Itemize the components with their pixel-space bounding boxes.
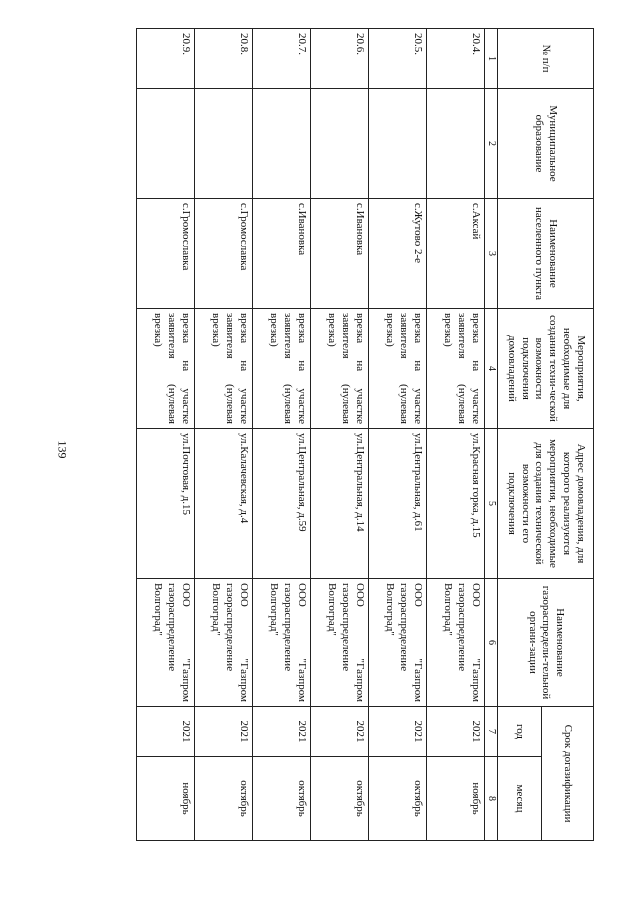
col-number: 3 — [485, 199, 498, 309]
row-month: октябрь — [195, 757, 253, 841]
header-organization: Наименование газораспредели-тельной органи-зации — [498, 579, 594, 707]
row-month: ноябрь — [427, 757, 485, 841]
row-organization: ООО "Газпром газораспределение Волгоград" — [369, 579, 427, 707]
row-year: 2021 — [137, 707, 195, 757]
row-settlement: с.Громославка — [195, 199, 253, 309]
col-number: 2 — [485, 89, 498, 199]
row-organization: ООО "Газпром газораспределение Волгоград" — [195, 579, 253, 707]
row-number: 20.6. — [311, 29, 369, 89]
row-municipality — [253, 89, 311, 199]
row-measures: врезка на участке заявителя (нулевая врезка) — [195, 309, 253, 429]
row-year: 2021 — [311, 707, 369, 757]
row-year: 2021 — [195, 707, 253, 757]
row-month: октябрь — [253, 757, 311, 841]
row-municipality — [427, 89, 485, 199]
row-organization: ООО "Газпром газораспределение Волгоград" — [311, 579, 369, 707]
row-organization: ООО "Газпром газораспределение Волгоград" — [427, 579, 485, 707]
col-number: 1 — [485, 29, 498, 89]
row-address: ул.Красная горка, д.15 — [427, 429, 485, 579]
row-measures: врезка на участке заявителя (нулевая врезка) — [369, 309, 427, 429]
row-number: 20.8. — [195, 29, 253, 89]
row-year: 2021 — [369, 707, 427, 757]
row-municipality — [311, 89, 369, 199]
row-address: ул.Центральная, д.61 — [369, 429, 427, 579]
header-deadline: Срок догазификации — [542, 707, 594, 841]
col-number: 8 — [485, 757, 498, 841]
row-settlement: с.Жутово 2-е — [369, 199, 427, 309]
col-number: 5 — [485, 429, 498, 579]
row-measures: врезка на участке заявителя (нулевая врезка) — [137, 309, 195, 429]
row-measures: врезка на участке заявителя (нулевая врезка) — [427, 309, 485, 429]
table-header — [485, 29, 594, 841]
row-number: 20.5. — [369, 29, 427, 89]
row-measures: врезка на участке заявителя (нулевая врезка) — [311, 309, 369, 429]
row-municipality — [369, 89, 427, 199]
header-municipality: Муниципальное образование — [498, 89, 594, 199]
header-num: № п/п — [498, 29, 594, 89]
table-row — [253, 29, 311, 841]
row-organization: ООО "Газпром газораспределение Волгоград" — [253, 579, 311, 707]
row-month: октябрь — [311, 757, 369, 841]
row-month: ноябрь — [137, 757, 195, 841]
table-wrapper — [94, 28, 594, 840]
table-row — [137, 29, 195, 841]
row-settlement: с.Ивановка — [311, 199, 369, 309]
header-month: месяц — [498, 757, 542, 841]
row-settlement: с.Громославка — [137, 199, 195, 309]
row-year: 2021 — [253, 707, 311, 757]
table-body — [137, 29, 485, 841]
page-number: 139 — [55, 440, 70, 459]
row-organization: ООО "Газпром газораспределение Волгоград" — [137, 579, 195, 707]
row-settlement: с.Аксай — [427, 199, 485, 309]
table-row — [311, 29, 369, 841]
header-year: год — [498, 707, 542, 757]
column-number-row — [485, 29, 498, 841]
col-number: 4 — [485, 309, 498, 429]
table-row — [369, 29, 427, 841]
row-address: ул.Почтовая, д.15 — [137, 429, 195, 579]
col-number: 6 — [485, 579, 498, 707]
row-settlement: с.Ивановка — [253, 199, 311, 309]
row-municipality — [195, 89, 253, 199]
row-measures: врезка на участке заявителя (нулевая врезка) — [253, 309, 311, 429]
row-year: 2021 — [427, 707, 485, 757]
row-municipality — [137, 89, 195, 199]
gasification-table — [136, 28, 594, 841]
row-address: ул.Центральная, д.59 — [253, 429, 311, 579]
row-month: октябрь — [369, 757, 427, 841]
col-number: 7 — [485, 707, 498, 757]
row-address: ул.Центральная, д.14 — [311, 429, 369, 579]
row-address: ул.Калачевская, д.4 — [195, 429, 253, 579]
row-number: 20.9. — [137, 29, 195, 89]
header-settlement: Наименование населенного пункта — [498, 199, 594, 309]
header-measures: Мероприятия, необходимые для создания техни-ческой возможности подключения домовладений — [498, 309, 594, 429]
row-number: 20.4. — [427, 29, 485, 89]
table-row — [427, 29, 485, 841]
table-row — [195, 29, 253, 841]
row-number: 20.7. — [253, 29, 311, 89]
header-address: Адрес домовладения, для которого реализуются мероприятия, необходимые для создания технической возможности его подключения — [498, 429, 594, 579]
